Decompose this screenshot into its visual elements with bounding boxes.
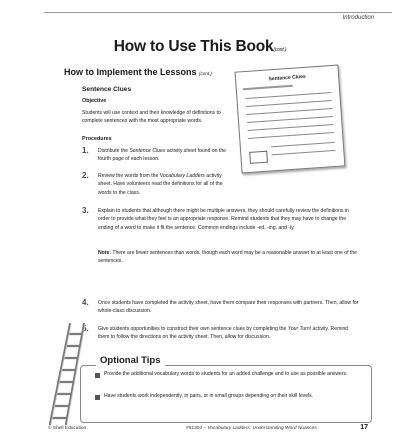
tip-item [104, 393, 358, 401]
thumbnail-line [271, 150, 335, 155]
thumbnail-line [247, 116, 333, 123]
ladder-icon [40, 322, 96, 426]
tip-text: Have students work independently, in pairs, or in small groups depending on their skill levels. [104, 393, 314, 399]
procedure-step [82, 325, 360, 342]
lesson-subtitle-cont: (cont.) [199, 71, 212, 76]
step-text: Once students have completed the activity sheet, have them compare their responses with partners. Then, allow for whole-class discussion. [98, 300, 359, 315]
objective-text: Students will use context and their knowledge of definitions to complete sentences with the most appropriate words. [82, 110, 221, 125]
lesson-subtitle-main: How to Implement the Lessons [64, 67, 197, 77]
procedure-step [82, 147, 232, 164]
step-number: 5. [82, 324, 89, 333]
thumbnail-box [249, 151, 268, 164]
step-text: Give students opportunities to construct their own sentence clues by completing the Your Turn! activity. Remind them to follow the directions on the activity sheet. Then, allow for discussion. [98, 326, 349, 341]
header-rule [44, 12, 392, 13]
optional-tips-title: Optional Tips [96, 355, 165, 366]
thumbnail-title: Sentence Clues [268, 73, 306, 83]
step-number: 1. [82, 146, 89, 155]
objective-label: Objective [82, 98, 107, 104]
procedure-step [82, 207, 360, 232]
footer-book-title: #51304 – Vocabulary Ladders: Understanding Word Nuances [186, 426, 317, 431]
step-number: 4. [82, 298, 89, 307]
footer-publisher: © Shell Education [48, 426, 87, 431]
procedure-step [82, 299, 360, 316]
step-number: 3. [82, 206, 89, 215]
tip-text: Provide the additional vocabulary words to students for an added challenge and to use as possible answers. [104, 371, 348, 377]
lesson-subtitle [64, 67, 212, 77]
thumbnail-paper [235, 64, 346, 173]
thumbnail-line [248, 132, 334, 139]
procedure-note [98, 249, 360, 266]
page-number: 17 [360, 424, 368, 431]
page-title-main: How to Use This Book [113, 38, 274, 55]
step-number: 2. [82, 171, 89, 180]
header-section-label: Introduction [342, 15, 374, 21]
procedures-label: Procedures [82, 136, 112, 142]
thumbnail-line [243, 85, 293, 90]
thumbnail-line [248, 124, 334, 131]
tip-item [104, 371, 358, 379]
step-text: Explain to students that although there might be multiple answers, they should carefully review the definitions in order to provide what they feel is an appropriate response. Remind students that they may have to change the ending of a word to make it fit the sentence. Common endings include -ed, -ing, and -ly. [98, 208, 349, 231]
note-label: Note: [98, 250, 112, 256]
page-title-cont: (cont.) [273, 47, 287, 53]
step-text: Review the words from the Vocabulary Ladders activity sheet. Have volunteers read the definitions for all of the words to the class. [98, 173, 223, 196]
page-title [0, 38, 400, 56]
thumbnail-line [245, 92, 331, 99]
thumbnail-line [247, 108, 333, 115]
step-text: Distribute the Sentence Clues activity sheet found on the fourth page of each lesson. [98, 148, 227, 163]
section-heading: Sentence Clues [82, 86, 132, 93]
activity-sheet-thumbnail [235, 64, 346, 173]
note-text: There are fewer sentences than words, though each word may be a reasonable answer to at least one of the sentences. [98, 250, 357, 265]
procedure-step [82, 172, 232, 197]
thumbnail-line [246, 100, 332, 107]
thumbnail-line [271, 142, 335, 147]
